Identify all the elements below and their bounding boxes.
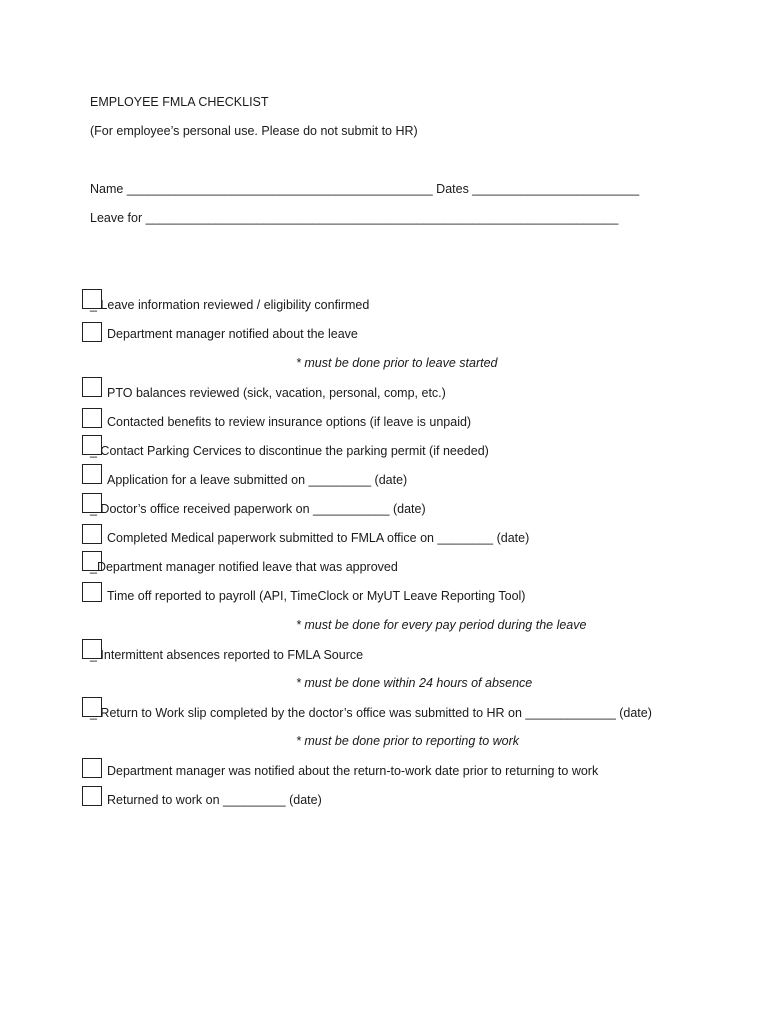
item-label: Completed Medical paperwork submitted to FMLA office on ________ (date) bbox=[107, 531, 530, 545]
item-label: _ Intermittent absences reported to FMLA Source bbox=[90, 648, 364, 662]
item-label: Department manager was notified about the return-to-work date prior to returning to work bbox=[107, 764, 599, 778]
page-subtitle: (For employee’s personal use. Please do not submit to HR) bbox=[90, 124, 418, 138]
item-label: Contacted benefits to review insurance options (if leave is unpaid) bbox=[107, 415, 472, 429]
note-prior-leave: * must be done prior to leave started bbox=[296, 356, 498, 370]
item-label: Application for a leave submitted on _________ (date) bbox=[107, 473, 408, 487]
checkbox-payroll[interactable] bbox=[82, 582, 102, 602]
checkbox-returned[interactable] bbox=[82, 786, 102, 806]
checkbox-manager-notified[interactable] bbox=[82, 322, 102, 342]
checkbox-medical-paperwork[interactable] bbox=[82, 524, 102, 544]
checkbox-return-date-notified[interactable] bbox=[82, 758, 102, 778]
item-label: Time off reported to payroll (API, TimeClock or MyUT Leave Reporting Tool) bbox=[107, 589, 526, 603]
item-label: _ Contact Parking Cervices to discontinue the parking permit (if needed) bbox=[90, 444, 489, 458]
checkbox-benefits[interactable] bbox=[82, 408, 102, 428]
item-label: _Department manager notified leave that was approved bbox=[90, 560, 398, 574]
note-24-hours: * must be done within 24 hours of absence bbox=[296, 676, 533, 690]
item-label: _ Leave information reviewed / eligibility confirmed bbox=[90, 298, 370, 312]
item-label: _ Return to Work slip completed by the doctor’s office was submitted to HR on _____________ (date) bbox=[90, 706, 652, 720]
page-title: EMPLOYEE FMLA CHECKLIST bbox=[90, 95, 269, 109]
checkbox-application[interactable] bbox=[82, 464, 102, 484]
item-label: Returned to work on _________ (date) bbox=[107, 793, 322, 807]
checkbox-pto-balances[interactable] bbox=[82, 377, 102, 397]
name-dates-field[interactable]: Name ____________________________________________ Dates ________________________ bbox=[90, 182, 640, 196]
item-label: _ Doctor’s office received paperwork on ___________ (date) bbox=[90, 502, 426, 516]
note-prior-reporting: * must be done prior to reporting to work bbox=[296, 734, 520, 748]
note-every-pay-period: * must be done for every pay period during the leave bbox=[296, 618, 587, 632]
leave-for-field[interactable]: Leave for ____________________________________________________________________ bbox=[90, 211, 619, 225]
item-label: Department manager notified about the leave bbox=[107, 327, 358, 341]
item-label: PTO balances reviewed (sick, vacation, personal, comp, etc.) bbox=[107, 386, 446, 400]
